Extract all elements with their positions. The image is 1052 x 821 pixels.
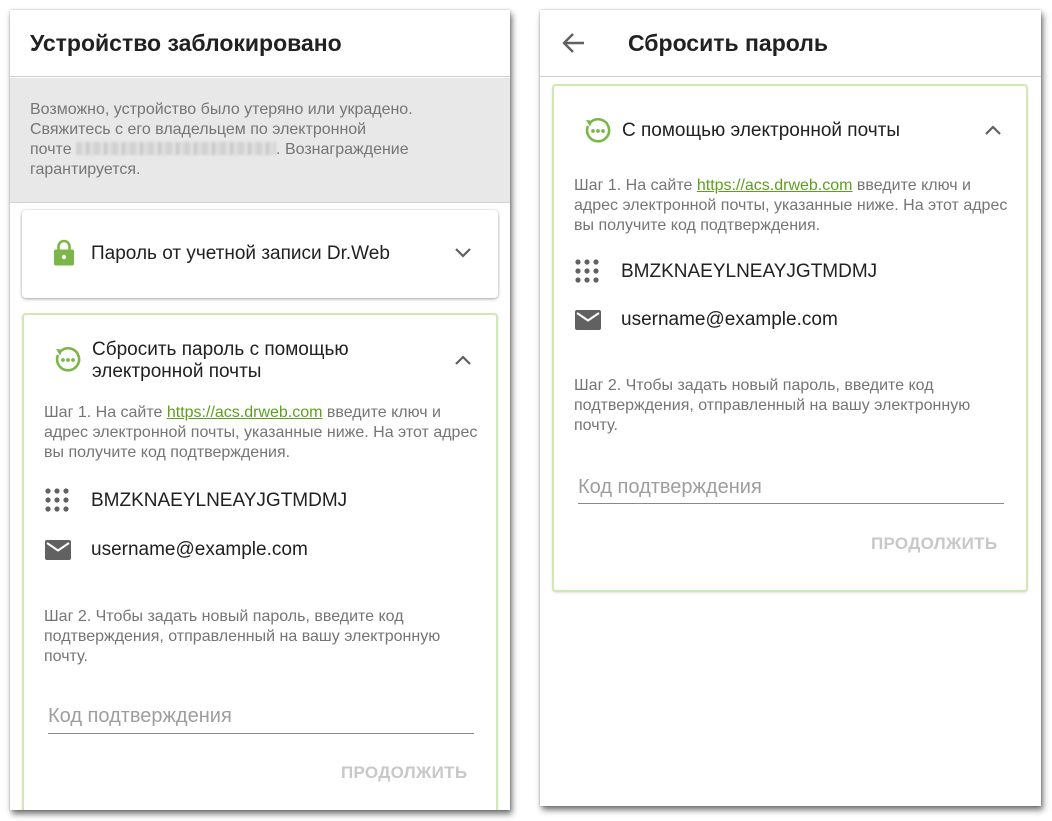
email-value: username@example.com [91, 539, 308, 560]
warning-line: гарантируется. [30, 161, 141, 178]
code-input-underline [578, 503, 1004, 504]
title-line: Сбросить пароль с помощью [92, 339, 349, 360]
envelope-icon [575, 310, 601, 330]
title-line: электронной почты [92, 361, 262, 382]
step-1-suffix: введите ключ и адрес электронной почты, указанные ниже. На этот адрес вы получите код подтверждения. [574, 177, 1008, 234]
email-value: username@example.com [621, 309, 838, 330]
app-bar [10, 10, 510, 77]
reset-dots-icon [584, 116, 612, 144]
warning-line: Возможно, устройство было утеряно или украдено. [30, 101, 413, 118]
step-1-text [574, 176, 1014, 236]
blurred-owner-email [76, 142, 276, 155]
app-bar [540, 10, 1041, 77]
warning-line: Свяжитесь с его владельцем по электронной [30, 121, 367, 138]
step-2-text: Шаг 2. Чтобы задать новый пароль, введите код подтверждения, отправленный на вашу электронную почту. [44, 608, 441, 665]
continue-button[interactable]: ПРОДОЛЖИТЬ [341, 763, 468, 782]
warning-text: почте [30, 141, 72, 158]
warning-text: . Вознаграждение [276, 141, 409, 158]
chevron-up-icon[interactable] [454, 354, 472, 366]
page-title: Сбросить пароль [628, 30, 828, 56]
chevron-up-icon[interactable] [984, 124, 1002, 136]
envelope-icon [45, 540, 71, 560]
continue-button[interactable]: ПРОДОЛЖИТЬ [871, 534, 998, 553]
step-1-prefix: Шаг 1. На сайте [44, 404, 167, 421]
reset-dots-icon [54, 345, 82, 373]
dial-pad-icon [45, 488, 69, 512]
code-input[interactable]: Код подтверждения [48, 705, 232, 727]
acs-link[interactable]: https://acs.drweb.com [166, 404, 323, 421]
warning-line [30, 140, 490, 160]
license-key-value: BMZKNAEYLNEAYJGTMDMJ [621, 261, 878, 282]
step-1-suffix: введите ключ и адрес электронной почты, указанные ниже. На этот адрес вы получите код подтверждения. [44, 404, 478, 461]
email-reset-title [92, 339, 349, 383]
acs-link[interactable]: https://acs.drweb.com [696, 177, 853, 194]
reset-password-screen [540, 10, 1041, 806]
step-1-prefix: Шаг 1. На сайте [574, 177, 697, 194]
arrow-left-icon[interactable] [560, 29, 588, 57]
password-option-card[interactable] [22, 210, 498, 298]
device-locked-screen [10, 10, 510, 810]
email-reset-title: С помощью электронной почты [622, 120, 900, 141]
email-reset-card [22, 313, 498, 810]
step-2-text: Шаг 2. Чтобы задать новый пароль, введите код подтверждения, отправленный на вашу электронную почту. [574, 377, 971, 434]
password-option-title: Пароль от учетной записи Dr.Web [91, 243, 390, 264]
license-key-value: BMZKNAEYLNEAYJGTMDMJ [91, 490, 348, 511]
lock-icon [54, 239, 74, 267]
step-1-text [44, 403, 484, 463]
code-input-underline [48, 733, 474, 734]
email-reset-card [552, 84, 1028, 592]
lost-device-message [10, 78, 510, 203]
code-input[interactable]: Код подтверждения [578, 476, 762, 498]
chevron-down-icon[interactable] [454, 247, 472, 259]
page-title: Устройство заблокировано [30, 30, 342, 56]
dial-pad-icon [575, 259, 599, 283]
